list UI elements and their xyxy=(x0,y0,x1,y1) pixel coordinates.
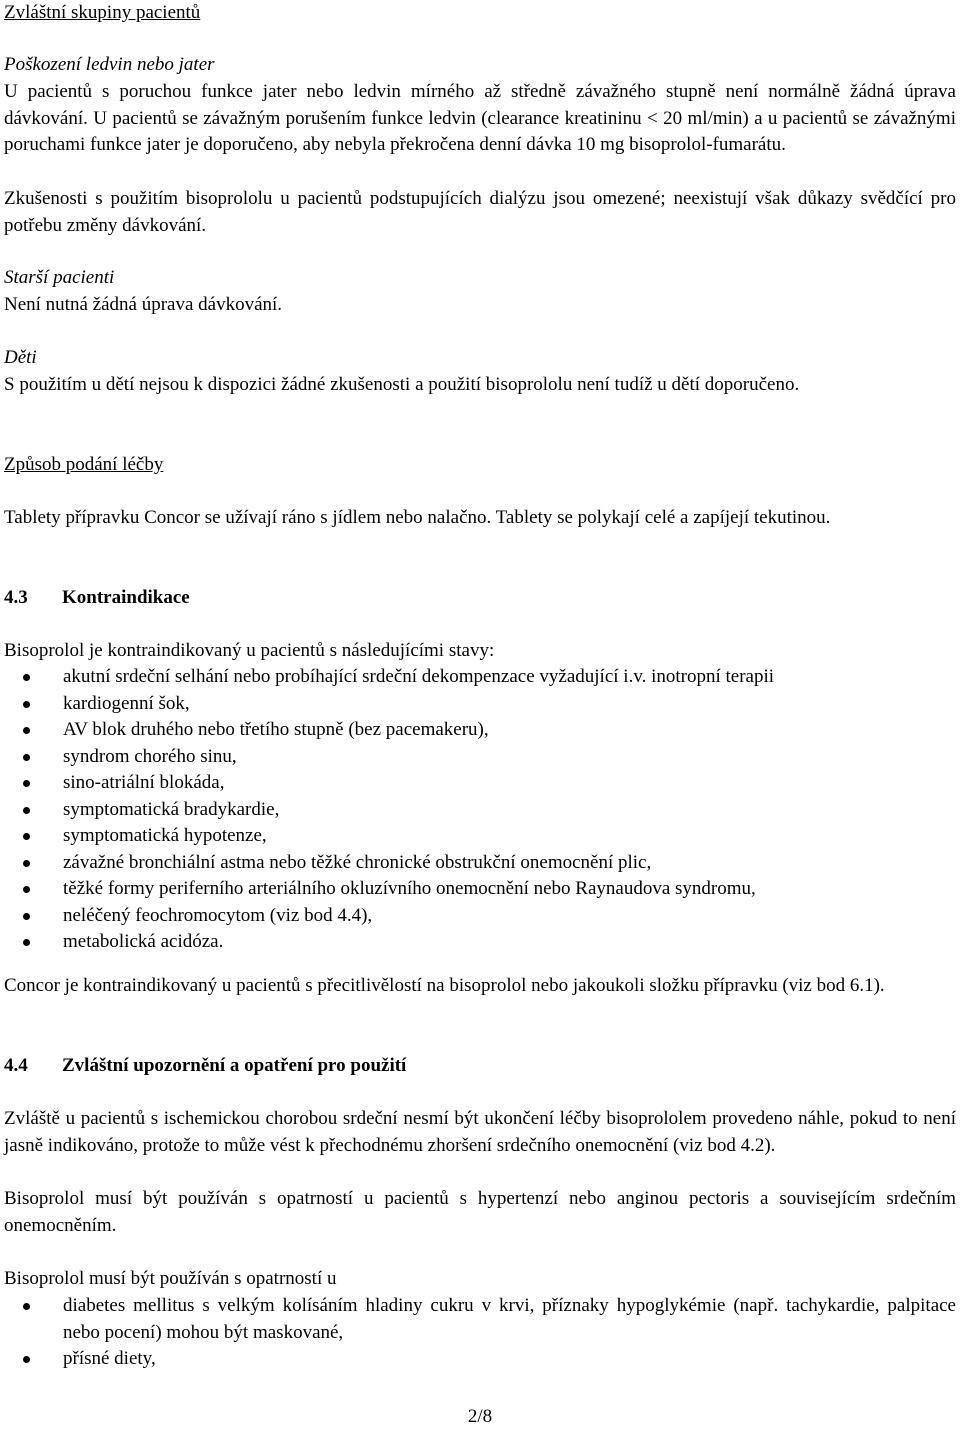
list-item: metabolická acidóza. xyxy=(4,929,956,956)
bullet-icon xyxy=(23,780,30,787)
warnings-paragraph-2: Bisoprolol musí být používán s opatrností u pacientů s hypertenzí nebo anginou pectoris a souvisejícím srdečním onemocněním. xyxy=(4,1188,956,1236)
elderly-text: Není nutná žádná úprava dávkování. xyxy=(4,294,283,315)
list-item: sino-atriální blokáda, xyxy=(4,770,956,797)
children-text: S použitím u dětí nejsou k dispozici žádné zkušenosti a použití bisoprololu není tudíž u dětí doporučeno. xyxy=(4,374,800,395)
kidney-liver-title: Poškození ledvin nebo jater xyxy=(4,54,215,75)
bullet-icon xyxy=(23,860,30,867)
bullet-icon xyxy=(23,754,30,761)
list-item: symptomatická bradykardie, xyxy=(4,797,956,824)
kidney-liver-paragraph-1: U pacientů s poruchou funkce jater nebo ledvin mírného až středně závažného stupně není normálně žádná úprava dávkování. U pacientů se závažným porušením funkce ledvin (clearance kreatininu < 20 ml/min) a u pacientů se závažnými poruchami funkce jater je doporučeno, aby nebyla překročena denní dávka 10 mg bisoprolol-fumarátu. xyxy=(4,81,956,155)
bullet-icon xyxy=(23,833,30,840)
list-item: neléčený feochromocytom (viz bod 4.4), xyxy=(4,903,956,930)
bullet-icon xyxy=(23,913,30,920)
bullet-icon xyxy=(23,674,30,681)
warnings-number: 4.4 xyxy=(4,1055,28,1076)
administration-title: Způsob podání léčby xyxy=(4,454,164,475)
bullet-icon xyxy=(23,1303,30,1310)
kidney-liver-paragraph-2: Zkušenosti s použitím bisoprololu u pacientů podstupujících dialýzu jsou omezené; neexistují však důkazy svědčící pro potřebu změny dávkování. xyxy=(4,188,956,236)
warnings-title: Zvláštní upozornění a opatření pro použití xyxy=(62,1055,407,1076)
contraindications-heading xyxy=(4,585,956,612)
bullet-icon xyxy=(23,886,30,893)
bullet-icon xyxy=(23,701,30,708)
bullet-icon xyxy=(23,939,30,946)
list-item: těžké formy periferního arteriálního okluzívního onemocnění nebo Raynaudova syndromu, xyxy=(4,876,956,903)
warnings-paragraph-3: Bisoprolol musí být používán s opatrností u xyxy=(4,1268,337,1289)
bullet-icon xyxy=(23,727,30,734)
section-title: Zvláštní skupiny pacientů xyxy=(4,2,201,23)
list-item: akutní srdeční selhání nebo probíhající srdeční dekompenzace vyžadující i.v. inotropní terapii xyxy=(4,664,956,691)
list-item: přísné diety, xyxy=(4,1346,956,1373)
bullet-icon xyxy=(23,1356,30,1363)
list-item: AV blok druhého nebo třetího stupně (bez pacemakeru), xyxy=(4,717,956,744)
contraindications-intro: Bisoprolol je kontraindikovaný u pacientů s následujícími stavy: xyxy=(4,640,495,661)
children-title: Děti xyxy=(4,347,37,368)
page-number: 2/8 xyxy=(467,1406,493,1427)
warnings-heading xyxy=(4,1053,956,1080)
administration-text: Tablety přípravku Concor se užívají ráno s jídlem nebo nalačno. Tablety se polykají celé a zapíjejí tekutinou. xyxy=(4,507,831,528)
list-item: symptomatická hypotenze, xyxy=(4,823,956,850)
contraindications-number: 4.3 xyxy=(4,587,28,608)
warnings-list xyxy=(4,1293,956,1373)
list-item: závažné bronchiální astma nebo těžké chronické obstrukční onemocnění plic, xyxy=(4,850,956,877)
elderly-title: Starší pacienti xyxy=(4,267,115,288)
warnings-paragraph-1: Zvláště u pacientů s ischemickou chorobou srdeční nesmí být ukončení léčby bisoprololem provedeno náhle, pokud to není jasně indikováno, protože to může vést k přechodnému zhoršení srdečního onemocnění (viz bod 4.2). xyxy=(4,1108,956,1156)
list-item: kardiogenní šok, xyxy=(4,691,956,718)
bullet-icon xyxy=(23,807,30,814)
list-item: diabetes mellitus s velkým kolísáním hladiny cukru v krvi, příznaky hypoglykémie (např. tachykardie, palpitace nebo pocení) mohou být maskované, xyxy=(4,1293,956,1346)
list-item: syndrom chorého sinu, xyxy=(4,744,956,771)
contraindications-list xyxy=(4,664,956,956)
contraindications-outro: Concor je kontraindikovaný u pacientů s přecitlivělostí na bisoprolol nebo jakoukoli složku přípravku (viz bod 6.1). xyxy=(4,975,885,996)
contraindications-title: Kontraindikace xyxy=(62,587,190,608)
